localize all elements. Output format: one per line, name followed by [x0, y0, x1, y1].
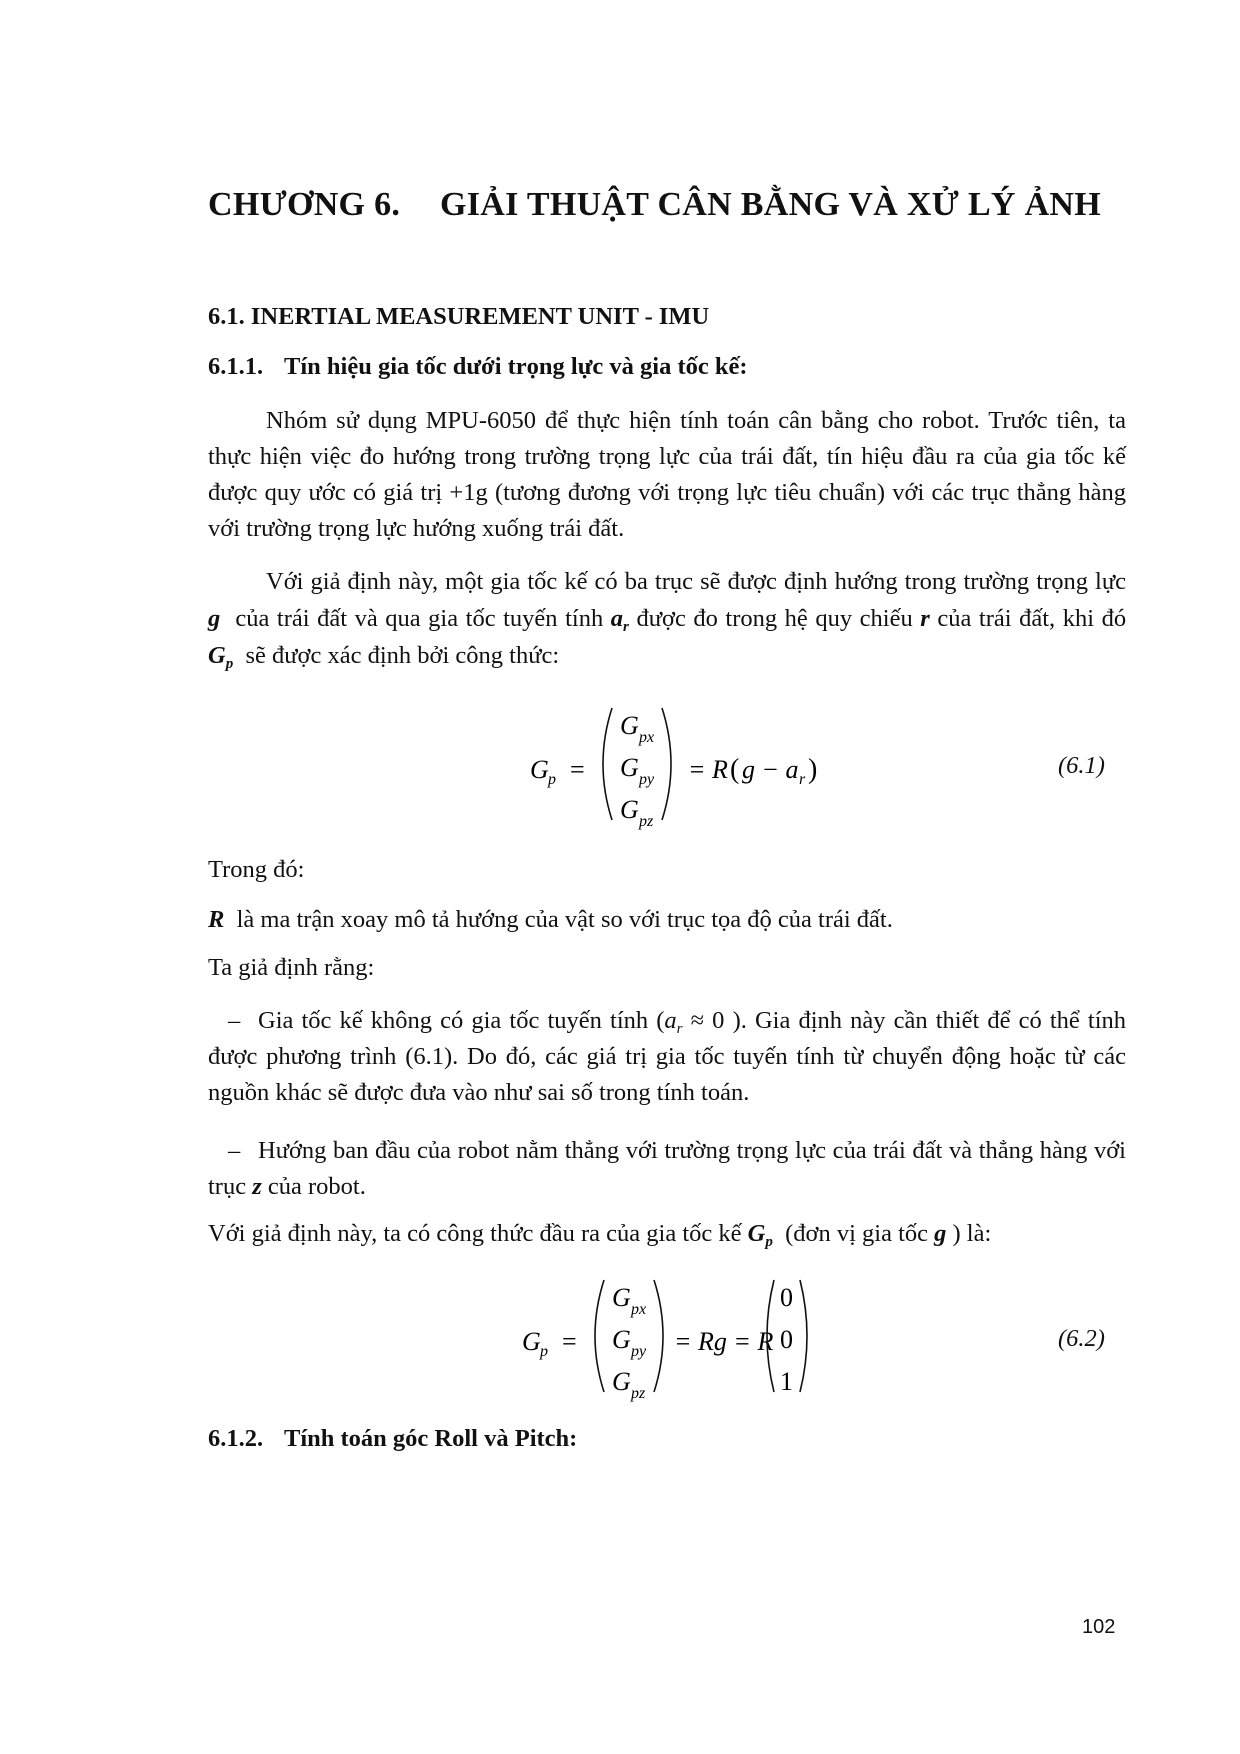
eq1-lhs-sub: p — [548, 771, 556, 788]
eq1-rhs: = R — [688, 755, 728, 784]
subsection-title: Tính toán góc Roll và Pitch: — [284, 1425, 578, 1452]
eq1-rhs-arg-sub: r — [799, 771, 806, 788]
eq2-vec-2: 1 — [780, 1367, 793, 1396]
equation-number-6-1: (6.1) — [1058, 752, 1105, 779]
bullet-1: – Gia tốc kế không có gia tốc tuyến tính ($a_r \approx 0$ ). Gia định này cần thiết để có thể tính được phương trình (6.1). Do đó, các giá trị gia tốc tuyến tính từ chuyển động hoặc từ các nguồn khác sẽ được đưa vào như sai số trong tính toán. — [208, 1007, 1127, 1106]
page-number: 102 — [1082, 1616, 1116, 1638]
eq2-right-paren — [654, 1280, 663, 1392]
subsection-heading-2 — [208, 1425, 577, 1453]
eq2-lhs: G — [522, 1327, 541, 1356]
eq2-left-paren — [595, 1280, 604, 1392]
bullet-2: – Hướng ban đầu của robot nằm thẳng với trường trọng lực của trái đất và thẳng hàng với trục z của robot. — [208, 1137, 1126, 1200]
subsection-title: Tín hiệu gia tốc dưới trọng lực và gia tốc kế: — [284, 353, 748, 380]
eq1-equals: = — [570, 755, 585, 784]
chapter-heading — [208, 186, 1101, 224]
equation-number-6-2: (6.2) — [1058, 1325, 1105, 1352]
eq2-vec-0: 0 — [780, 1283, 793, 1312]
eq1-row3: G — [620, 795, 639, 824]
eq1-row2-sub: py — [639, 771, 655, 788]
paragraph-2: Với giả định này, một gia tốc kế có ba trục sẽ được định hướng trong trường trọng lực g của trái đất và qua gia tốc tuyến tính $a_r$ được đo trong hệ quy chiếu r của trái đất, khi đó $G_p$ sẽ được xác định bởi công thức: — [208, 568, 1127, 672]
subsection-number: 6.1.1. — [208, 353, 264, 380]
eq2-rhs: = Rg = R — [674, 1327, 774, 1356]
eq1-row1-sub: px — [639, 729, 655, 746]
eq1-lhs: G — [530, 755, 549, 784]
eq2-vec-right-paren — [800, 1280, 807, 1392]
eq1-close: ) — [808, 754, 818, 785]
trong-do-label: Trong đó: — [208, 856, 305, 883]
eq2-row1: G — [612, 1283, 631, 1312]
eq2-row2-sub: py — [631, 1343, 647, 1360]
eq2-row3-sub: pz — [631, 1385, 646, 1402]
assumption-intro: Ta giả định rằng: — [208, 954, 375, 981]
eq1-left-paren — [603, 708, 612, 820]
equation-6-2 — [512, 1272, 812, 1402]
chapter-number: CHƯƠNG 6. — [208, 186, 401, 223]
eq1-row3-sub: pz — [639, 813, 654, 830]
eq2-row1-sub: px — [631, 1301, 647, 1318]
paragraph-3: Với giả định này, ta có công thức đầu ra của gia tốc kế $G_p$ (đơn vị gia tốc g ) là: — [208, 1220, 992, 1250]
eq1-row1: G — [620, 711, 639, 740]
eq2-equals: = — [562, 1327, 577, 1356]
r-definition: R là ma trận xoay mô tả hướng của vật so với trục tọa độ của trái đất. — [208, 906, 893, 933]
eq1-row2: G — [620, 753, 639, 782]
chapter-title: GIẢI THUẬT CÂN BẰNG VÀ XỬ LÝ ẢNH — [440, 186, 1102, 223]
eq2-row3: G — [612, 1367, 631, 1396]
eq2-row2: G — [612, 1325, 631, 1354]
equation-6-1 — [520, 700, 820, 830]
section-heading: 6.1. INERTIAL MEASUREMENT UNIT - IMU — [208, 303, 710, 330]
eq1-right-paren — [662, 708, 671, 820]
eq1-open: ( — [730, 754, 740, 785]
subsection-heading-1 — [208, 353, 748, 381]
eq2-vec-1: 0 — [780, 1325, 793, 1354]
paragraph-1: Nhóm sử dụng MPU-6050 để thực hiện tính toán cân bằng cho robot. Trước tiên, ta thực hiện việc đo hướng trong trường trọng lực của trái đất, tín hiệu đầu ra của gia tốc kế được quy ước có giá trị +1g (tương đương với trọng lực tiêu chuẩn) với các trục thẳng hàng với trường trọng lực hướng xuống trái đất. — [208, 407, 1126, 542]
subsection-number: 6.1.2. — [208, 1425, 264, 1452]
eq2-lhs-sub: p — [540, 1343, 548, 1360]
eq1-rhs-arg: g − a — [742, 755, 799, 784]
